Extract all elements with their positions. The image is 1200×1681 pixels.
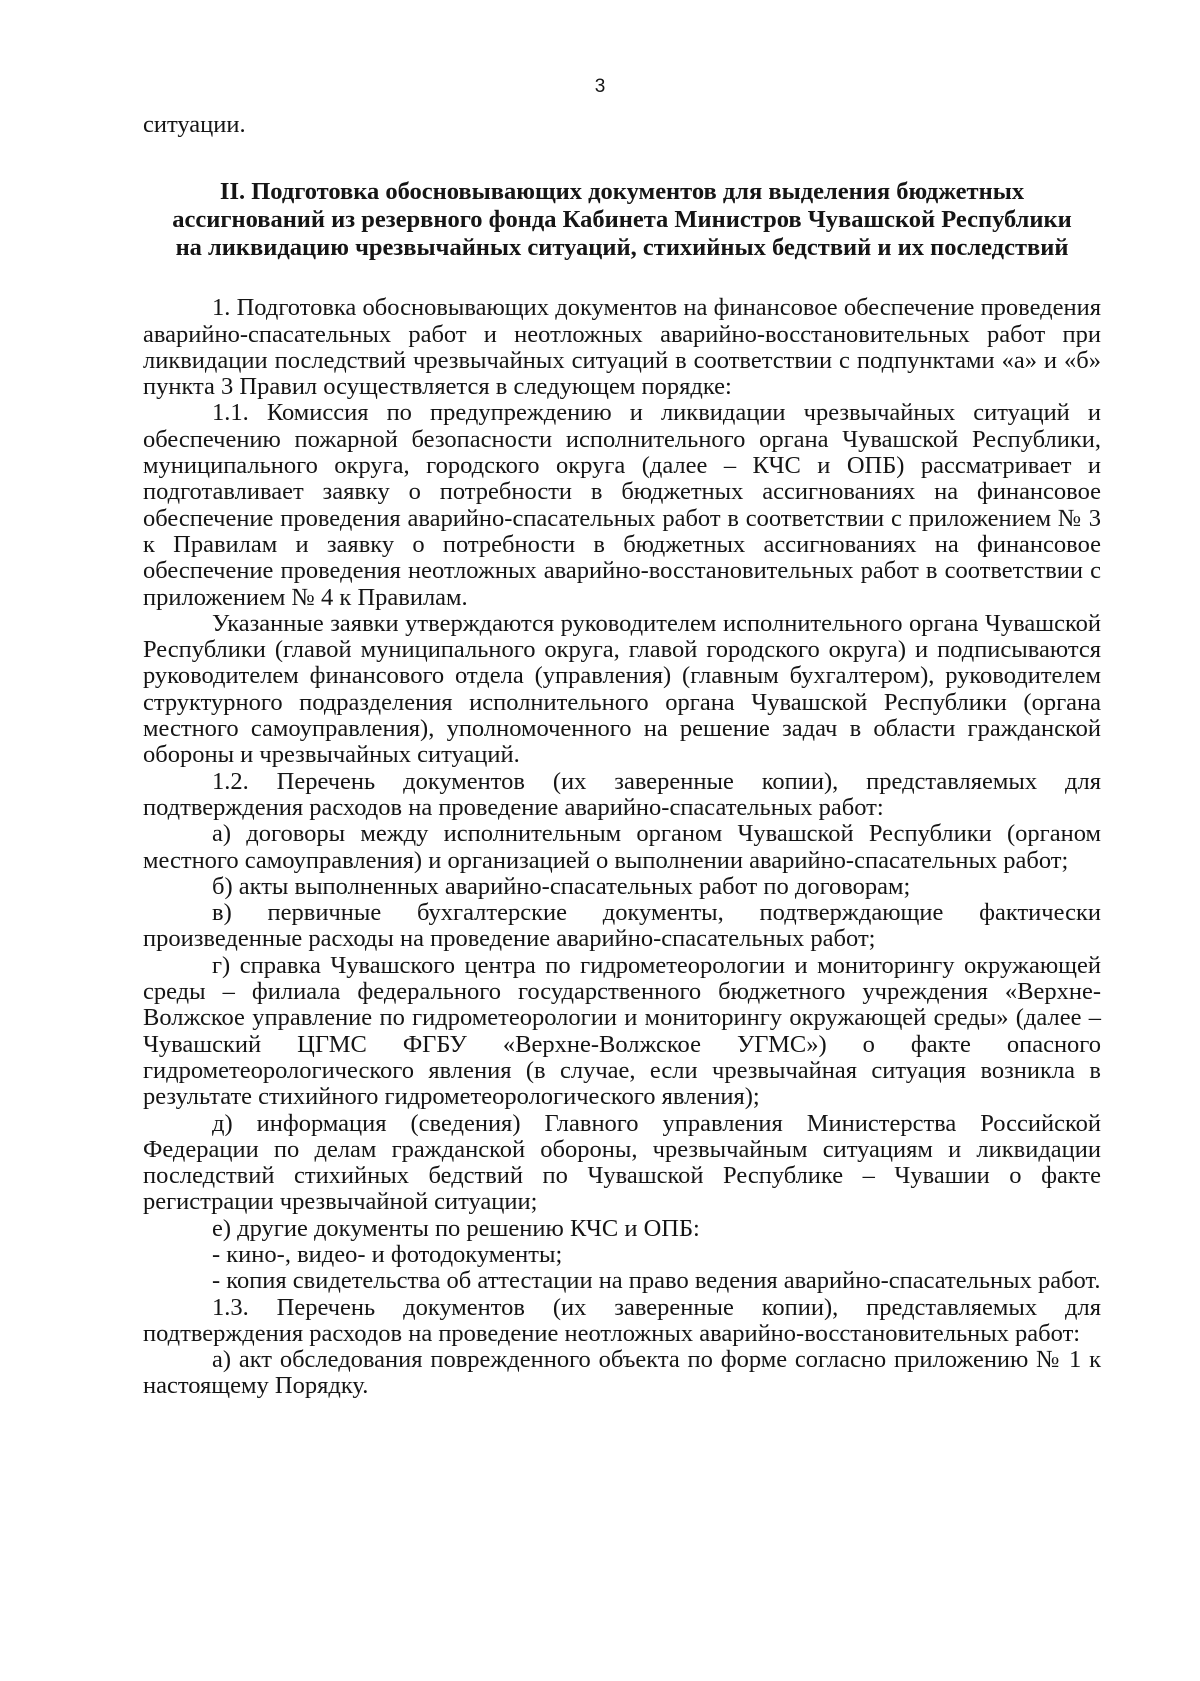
section-heading-line-1: II. Подготовка обосновывающих документов для выделения бюджетных [219, 178, 1025, 206]
page-number: 3 [594, 76, 606, 97]
list-item-g: г) справка Чувашского центра по гидрометеорологии и мониторингу окружающей среды – филиала федерального государственного бюджетного учреждения «Верхне-Волжское управление по гидрометеорологии и мониторингу окружающей среды» (далее – Чувашский ЦГМС ФГБУ «Верхне-Волжское УГМС») о факте опасного гидрометеорологического явления (в случае, если чрезвычайная ситуация возникла в результате стихийного гидрометеорологического явления); [143, 951, 1101, 1111]
list-item-v: в) первичные бухгалтерские документы, подтверждающие фактически произведенные расходы на проведение аварийно-спасательных работ; [143, 899, 1101, 953]
list-item-d: д) информация (сведения) Главного управления Министерства Российской Федерации по делам гражданской обороны, чрезвычайным ситуациям и ликвидации последствий стихийных бедствий по Чувашской Республике – Чувашии о факте регистрации чрезвычайной ситуации; [143, 1109, 1101, 1216]
list-item-b: б) акты выполненных аварийно-спасательных работ по договорам; [212, 872, 911, 900]
paragraph-1: 1. Подготовка обосновывающих документов на финансовое обеспечение проведения аварийно-спасательных работ и неотложных аварийно-восстановительных работ при ликвидации последствий чрезвычайных ситуаций в соответствии с подпунктами «а» и «б» пункта 3 Правил осуществляется в следующем порядке: [143, 294, 1101, 401]
paragraph-1-1: 1.1. Комиссия по предупреждению и ликвидации чрезвычайных ситуаций и обеспечению пожарной безопасности исполнительного органа Чувашской Республики, муниципального округа, городского округа (далее – КЧС и ОПБ) рассматривает и подготавливает заявку о потребности в бюджетных ассигнованиях на финансовое обеспечение проведения аварийно-спасательных работ в соответствии с приложением № 3 к Правилам и заявку о потребности в бюджетных ассигнованиях на финансовое обеспечение проведения неотложных аварийно-восстановительных работ в соответствии с приложением № 4 к Правилам. [143, 399, 1101, 611]
section-heading-line-2: ассигнований из резервного фонда Кабинета Министров Чувашской Республики [172, 206, 1072, 234]
sub-item-certificate-copy: - копия свидетельства об аттестации на право ведения аварийно-спасательных работ. [212, 1267, 1101, 1295]
sub-item-film-video-photo: - кино-, видео- и фотодокументы; [212, 1240, 563, 1268]
paragraph-1-3: 1.3. Перечень документов (их заверенные копии), представляемых для подтверждения расходов на проведение неотложных аварийно-восстановительных работ: [143, 1293, 1101, 1347]
document-body [143, 112, 1101, 1400]
list-item-e: е) другие документы по решению КЧС и ОПБ: [212, 1214, 700, 1242]
paragraph-1-2: 1.2. Перечень документов (их заверенные копии), представляемых для подтверждения расходов на проведение аварийно-спасательных работ: [143, 767, 1101, 821]
paragraph-applications-approval: Указанные заявки утверждаются руководителем исполнительного органа Чувашской Республики (главой муниципального округа, главой городского округа) и подписываются руководителем финансового отдела (управления) (главным бухгалтером), руководителем структурного подразделения исполнительного органа Чувашской Республики (органа местного самоуправления), уполномоченного на решение задач в области гражданской обороны и чрезвычайных ситуаций. [143, 609, 1101, 769]
section-heading-line-3: на ликвидацию чрезвычайных ситуаций, стихийных бедствий и их последствий [175, 234, 1069, 262]
section-heading [143, 178, 1101, 262]
paragraph-continuation: ситуации. [143, 111, 246, 138]
list-item-a-inspection-act: а) акт обследования поврежденного объекта по форме согласно приложению № 1 к настоящему Порядку. [143, 1346, 1101, 1400]
list-item-a: а) договоры между исполнительным органом Чувашской Республики (органом местного самоуправления) и организацией о выполнении аварийно-спасательных работ; [143, 820, 1101, 874]
